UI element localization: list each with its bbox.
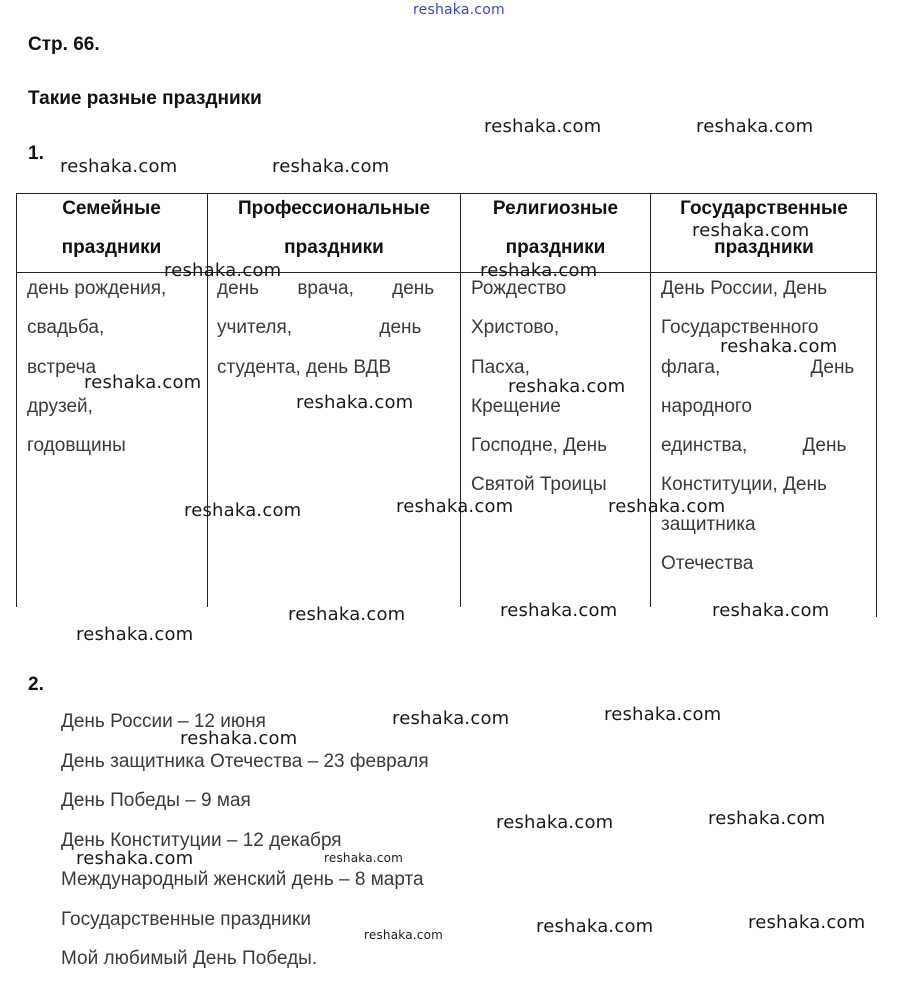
watermark: reshaka.com [180, 728, 298, 749]
header-line: Семейные [62, 198, 161, 219]
list-item: Международный женский день – 8 марта [61, 869, 424, 890]
header-line: Профессиональные [237, 198, 431, 219]
watermark: reshaka.com [324, 851, 403, 865]
page-title: Такие разные праздники [28, 88, 262, 109]
watermark: reshaka.com [692, 220, 810, 241]
header-professional [208, 189, 460, 267]
watermark: reshaka.com [536, 916, 654, 937]
cell-line: свадьба, [27, 317, 105, 339]
cell-professional [217, 269, 450, 387]
cell-line: встреча [27, 356, 97, 378]
header-line: праздники [714, 237, 814, 258]
list-item: День России – 12 июня [61, 711, 266, 732]
list-item: День Победы – 9 мая [61, 790, 251, 811]
watermark: reshaka.com [76, 848, 194, 869]
task-2-number: 2. [28, 674, 44, 695]
watermark: reshaka.com [392, 708, 510, 729]
cell-family [27, 269, 202, 465]
cell-line: Крещение [471, 395, 561, 417]
watermark: reshaka.com [184, 500, 302, 521]
cell-line: народного [661, 395, 753, 417]
cell-line: единства, День [661, 435, 847, 457]
cell-line: учителя, день [217, 317, 422, 339]
cell-line: защитника [661, 513, 756, 535]
header-religious [461, 189, 650, 267]
cell-line: флага, День [661, 356, 855, 378]
watermark: reshaka.com [712, 600, 830, 621]
watermark: reshaka.com [608, 496, 726, 517]
cell-line: друзей, [27, 395, 93, 417]
watermark: reshaka.com [484, 116, 602, 137]
list-item: Государственные праздники [61, 908, 311, 930]
cell-state [661, 269, 869, 583]
header-line: Религиозные [492, 198, 619, 219]
watermark: reshaka.com [508, 376, 626, 397]
cell-line: день врача, день [217, 278, 435, 299]
watermark: reshaka.com [396, 496, 514, 517]
watermark: reshaka.com [76, 624, 194, 645]
watermark: reshaka.com [500, 600, 618, 621]
watermark: reshaka.com [696, 116, 814, 137]
watermark: reshaka.com [496, 812, 614, 833]
header-line: праздники [61, 237, 162, 258]
header-family [16, 189, 207, 267]
watermark: reshaka.com [720, 336, 838, 357]
watermark: reshaka.com [164, 260, 282, 281]
holidays-table [16, 193, 877, 607]
cell-line: Пасха, [471, 356, 530, 378]
cell-line: Государственного [661, 317, 819, 339]
cell-line: Христово, [471, 317, 560, 339]
header-line: праздники [284, 237, 384, 258]
watermark: reshaka.com [708, 808, 826, 829]
list-item: Мой любимый День Победы. [61, 948, 318, 969]
cell-line: студента, день ВДВ [217, 356, 392, 378]
header-line: Государственные [680, 198, 848, 219]
cell-line: День России, День [661, 278, 828, 299]
cell-line: годовщины [27, 435, 126, 457]
watermark: reshaka.com [272, 156, 390, 177]
site-watermark-top: reshaka.com [413, 2, 505, 18]
cell-line: Святой Троицы [471, 474, 607, 496]
header-line: праздники [505, 237, 606, 258]
watermark: reshaka.com [480, 260, 598, 281]
cell-line: Конституции, День [661, 474, 827, 496]
page-number: Стр. 66. [28, 34, 100, 55]
list-item: День Конституции – 12 декабря [61, 829, 342, 851]
watermark: reshaka.com [84, 372, 202, 393]
watermark: reshaka.com [604, 704, 722, 725]
task-1-number: 1. [28, 143, 44, 164]
watermark: reshaka.com [748, 912, 866, 933]
watermark: reshaka.com [364, 928, 443, 942]
watermark: reshaka.com [288, 604, 406, 625]
cell-line: день рождения, [27, 278, 167, 299]
cell-line: Рождество [471, 278, 567, 299]
list-item: День защитника Отечества – 23 февраля [61, 750, 429, 772]
cell-line: Отечества [661, 553, 754, 575]
cell-line: Господне, День [471, 435, 608, 457]
watermark: reshaka.com [60, 156, 178, 177]
watermark: reshaka.com [296, 392, 414, 413]
